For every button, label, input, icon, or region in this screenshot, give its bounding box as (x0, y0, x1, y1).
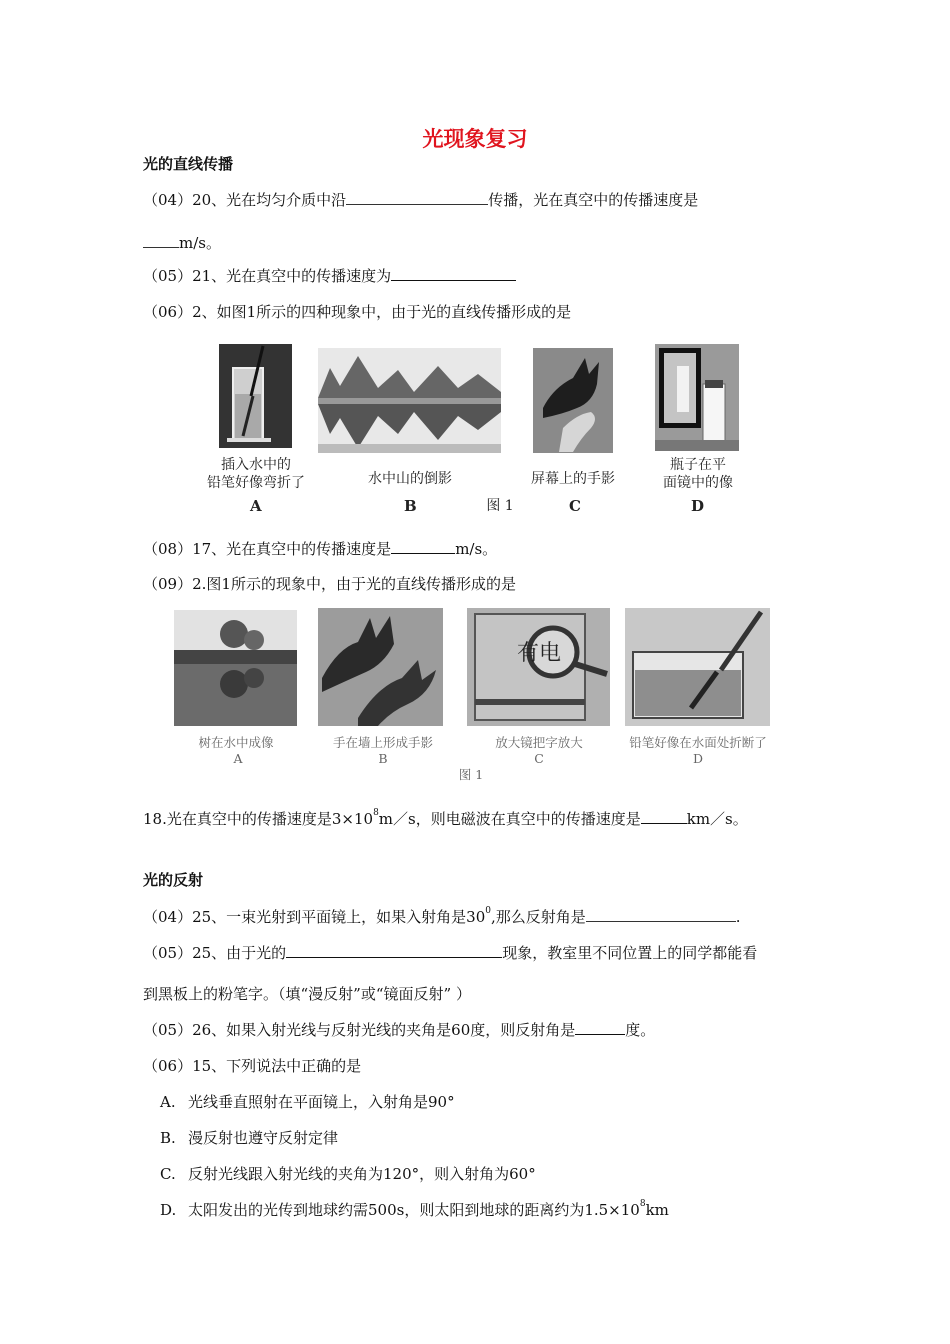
question-text: 21、光在真空中的传播速度为 (192, 267, 392, 285)
answer-blank[interactable] (586, 907, 736, 922)
question-tag: （05） (143, 1021, 193, 1039)
option-c[interactable] (160, 1163, 536, 1184)
question-text: km／s。 (686, 810, 748, 828)
exponent: 8 (639, 1199, 646, 1209)
question-04-20-cont (143, 232, 221, 253)
answer-blank[interactable] (575, 1020, 625, 1035)
answer-blank[interactable] (391, 539, 455, 554)
caption-line: 插入水中的 (221, 457, 291, 473)
figure1-caption-b: 水中山的倒影 (368, 471, 452, 487)
question-06-15 (143, 1055, 361, 1076)
option-text: 反射光线跟入射光线的夹角为120°，则入射角为60° (188, 1165, 536, 1183)
figure1-image-b-mountain-reflection (318, 348, 501, 453)
option-text: km (645, 1201, 669, 1219)
figure2-image-a-tree-reflection (174, 610, 297, 726)
question-text: 15、下列说法中正确的是 (192, 1057, 362, 1075)
figure1-letter-b: B (404, 497, 417, 515)
option-a[interactable] (160, 1091, 455, 1112)
question-tag: （04） (143, 191, 193, 209)
question-05-25 (143, 942, 757, 963)
figure1-image-d-bottle-mirror (655, 344, 739, 451)
figure1-image-c-hand-shadow (533, 348, 613, 453)
option-d[interactable] (160, 1199, 669, 1220)
question-text: m/s。 (179, 234, 221, 252)
question-05-25-cont: 到黑板上的粉笔字。（填“漫反射”或“镜面反射” ） (143, 985, 471, 1003)
question-tag: （08） (143, 540, 193, 558)
question-tag: （06） (143, 1057, 193, 1075)
figure1-caption-d (638, 456, 758, 492)
question-tag: （06） (143, 303, 193, 321)
question-09-2 (143, 573, 516, 594)
section-heading-rectilinear: 光的直线传播 (143, 155, 234, 173)
option-label: D. (160, 1201, 177, 1219)
option-label: A. (160, 1093, 176, 1111)
page-title: 光现象复习 (422, 127, 528, 151)
question-05-21 (143, 265, 516, 286)
question-tag: （05） (143, 267, 193, 285)
figure2-letter-a: A (233, 751, 243, 766)
answer-blank[interactable] (143, 233, 179, 248)
answer-blank[interactable] (641, 809, 687, 824)
question-text: 25、一束光射到平面镜上，如果入射角是30 (192, 908, 486, 926)
question-text: 26、如果入射光线与反射光线的夹角是60度，则反射角是 (192, 1021, 576, 1039)
question-text: 2、如图1所示的四种现象中，由于光的直线传播形成的是 (192, 303, 572, 321)
exponent: 0 (485, 906, 492, 916)
option-b[interactable] (160, 1127, 338, 1148)
figure2-image-d-pencil-in-beaker (625, 608, 770, 726)
magnifier-text: 有电 (517, 641, 562, 666)
figure2-letter-b: B (378, 751, 388, 766)
figure1-caption-c: 屏幕上的手影 (531, 471, 615, 487)
figure1-image-a-pencil-in-water (219, 344, 292, 448)
option-text: 漫反射也遵守反射定律 (188, 1129, 339, 1147)
figure1-label: 图 1 (486, 498, 514, 514)
answer-blank[interactable] (391, 266, 516, 281)
question-tag: （05） (143, 944, 193, 962)
question-text: 17、光在真空中的传播速度是 (192, 540, 392, 558)
answer-blank[interactable] (346, 190, 488, 205)
option-label: C. (160, 1165, 176, 1183)
question-05-26 (143, 1019, 655, 1040)
question-text: ,那么反射角是 (491, 908, 586, 926)
question-08-17 (143, 538, 497, 559)
question-text: 2.图1所示的现象中，由于光的直线传播形成的是 (192, 575, 516, 593)
question-text: m／s，则电磁波在真空中的传播速度是 (378, 810, 641, 828)
question-04-20 (143, 189, 698, 210)
figure1-letter-c: C (569, 497, 581, 515)
exponent: 8 (373, 808, 379, 818)
question-text: 18.光在真空中的传播速度是3×10 (143, 810, 374, 828)
figure2-letter-c: C (534, 751, 544, 766)
question-tag: （04） (143, 908, 193, 926)
question-text: 现象，教室里不同位置上的同学都能看 (502, 944, 758, 962)
option-label: B. (160, 1129, 176, 1147)
question-tag: （09） (143, 575, 193, 593)
question-text: m/s。 (455, 540, 498, 558)
figure2-label: 图 1 (458, 767, 484, 782)
figure2-caption-c: 放大镜把字放大 (495, 735, 583, 750)
figure1-caption-a (196, 456, 316, 492)
caption-line: 铅笔好像弯折了 (207, 475, 305, 491)
question-text: 25、由于光的 (192, 944, 287, 962)
caption-line: 面镜中的像 (663, 475, 733, 491)
answer-blank[interactable] (286, 943, 502, 958)
caption-line: 瓶子在平 (670, 457, 726, 473)
figure2-image-b-hand-shadow-wall (318, 608, 443, 726)
question-text: . (735, 908, 741, 926)
option-text: 太阳发出的光传到地球约需500s，则太阳到地球的距离约为1.5×10 (188, 1201, 640, 1219)
figure2-caption-b: 手在墙上形成手影 (332, 735, 433, 750)
figure2-letter-d: D (692, 751, 704, 766)
question-text: 度。 (625, 1021, 656, 1039)
question-text: 传播，光在真空中的传播速度是 (488, 191, 699, 209)
question-text: 20、光在均匀介质中沿 (192, 191, 347, 209)
question-04-25 (143, 906, 741, 927)
question-18 (143, 808, 748, 829)
figure1-letter-d: D (691, 497, 705, 515)
figure2-caption-d: 铅笔好像在水面处折断了 (629, 735, 767, 750)
figure2-caption-a: 树在水中成像 (198, 735, 274, 750)
option-text: 光线垂直照射在平面镜上，入射角是90° (188, 1093, 455, 1111)
question-06-2 (143, 301, 571, 322)
section-heading-reflection: 光的反射 (143, 871, 204, 889)
figure1-letter-a: A (250, 497, 262, 515)
figure2-image-c-magnifier (467, 608, 610, 726)
